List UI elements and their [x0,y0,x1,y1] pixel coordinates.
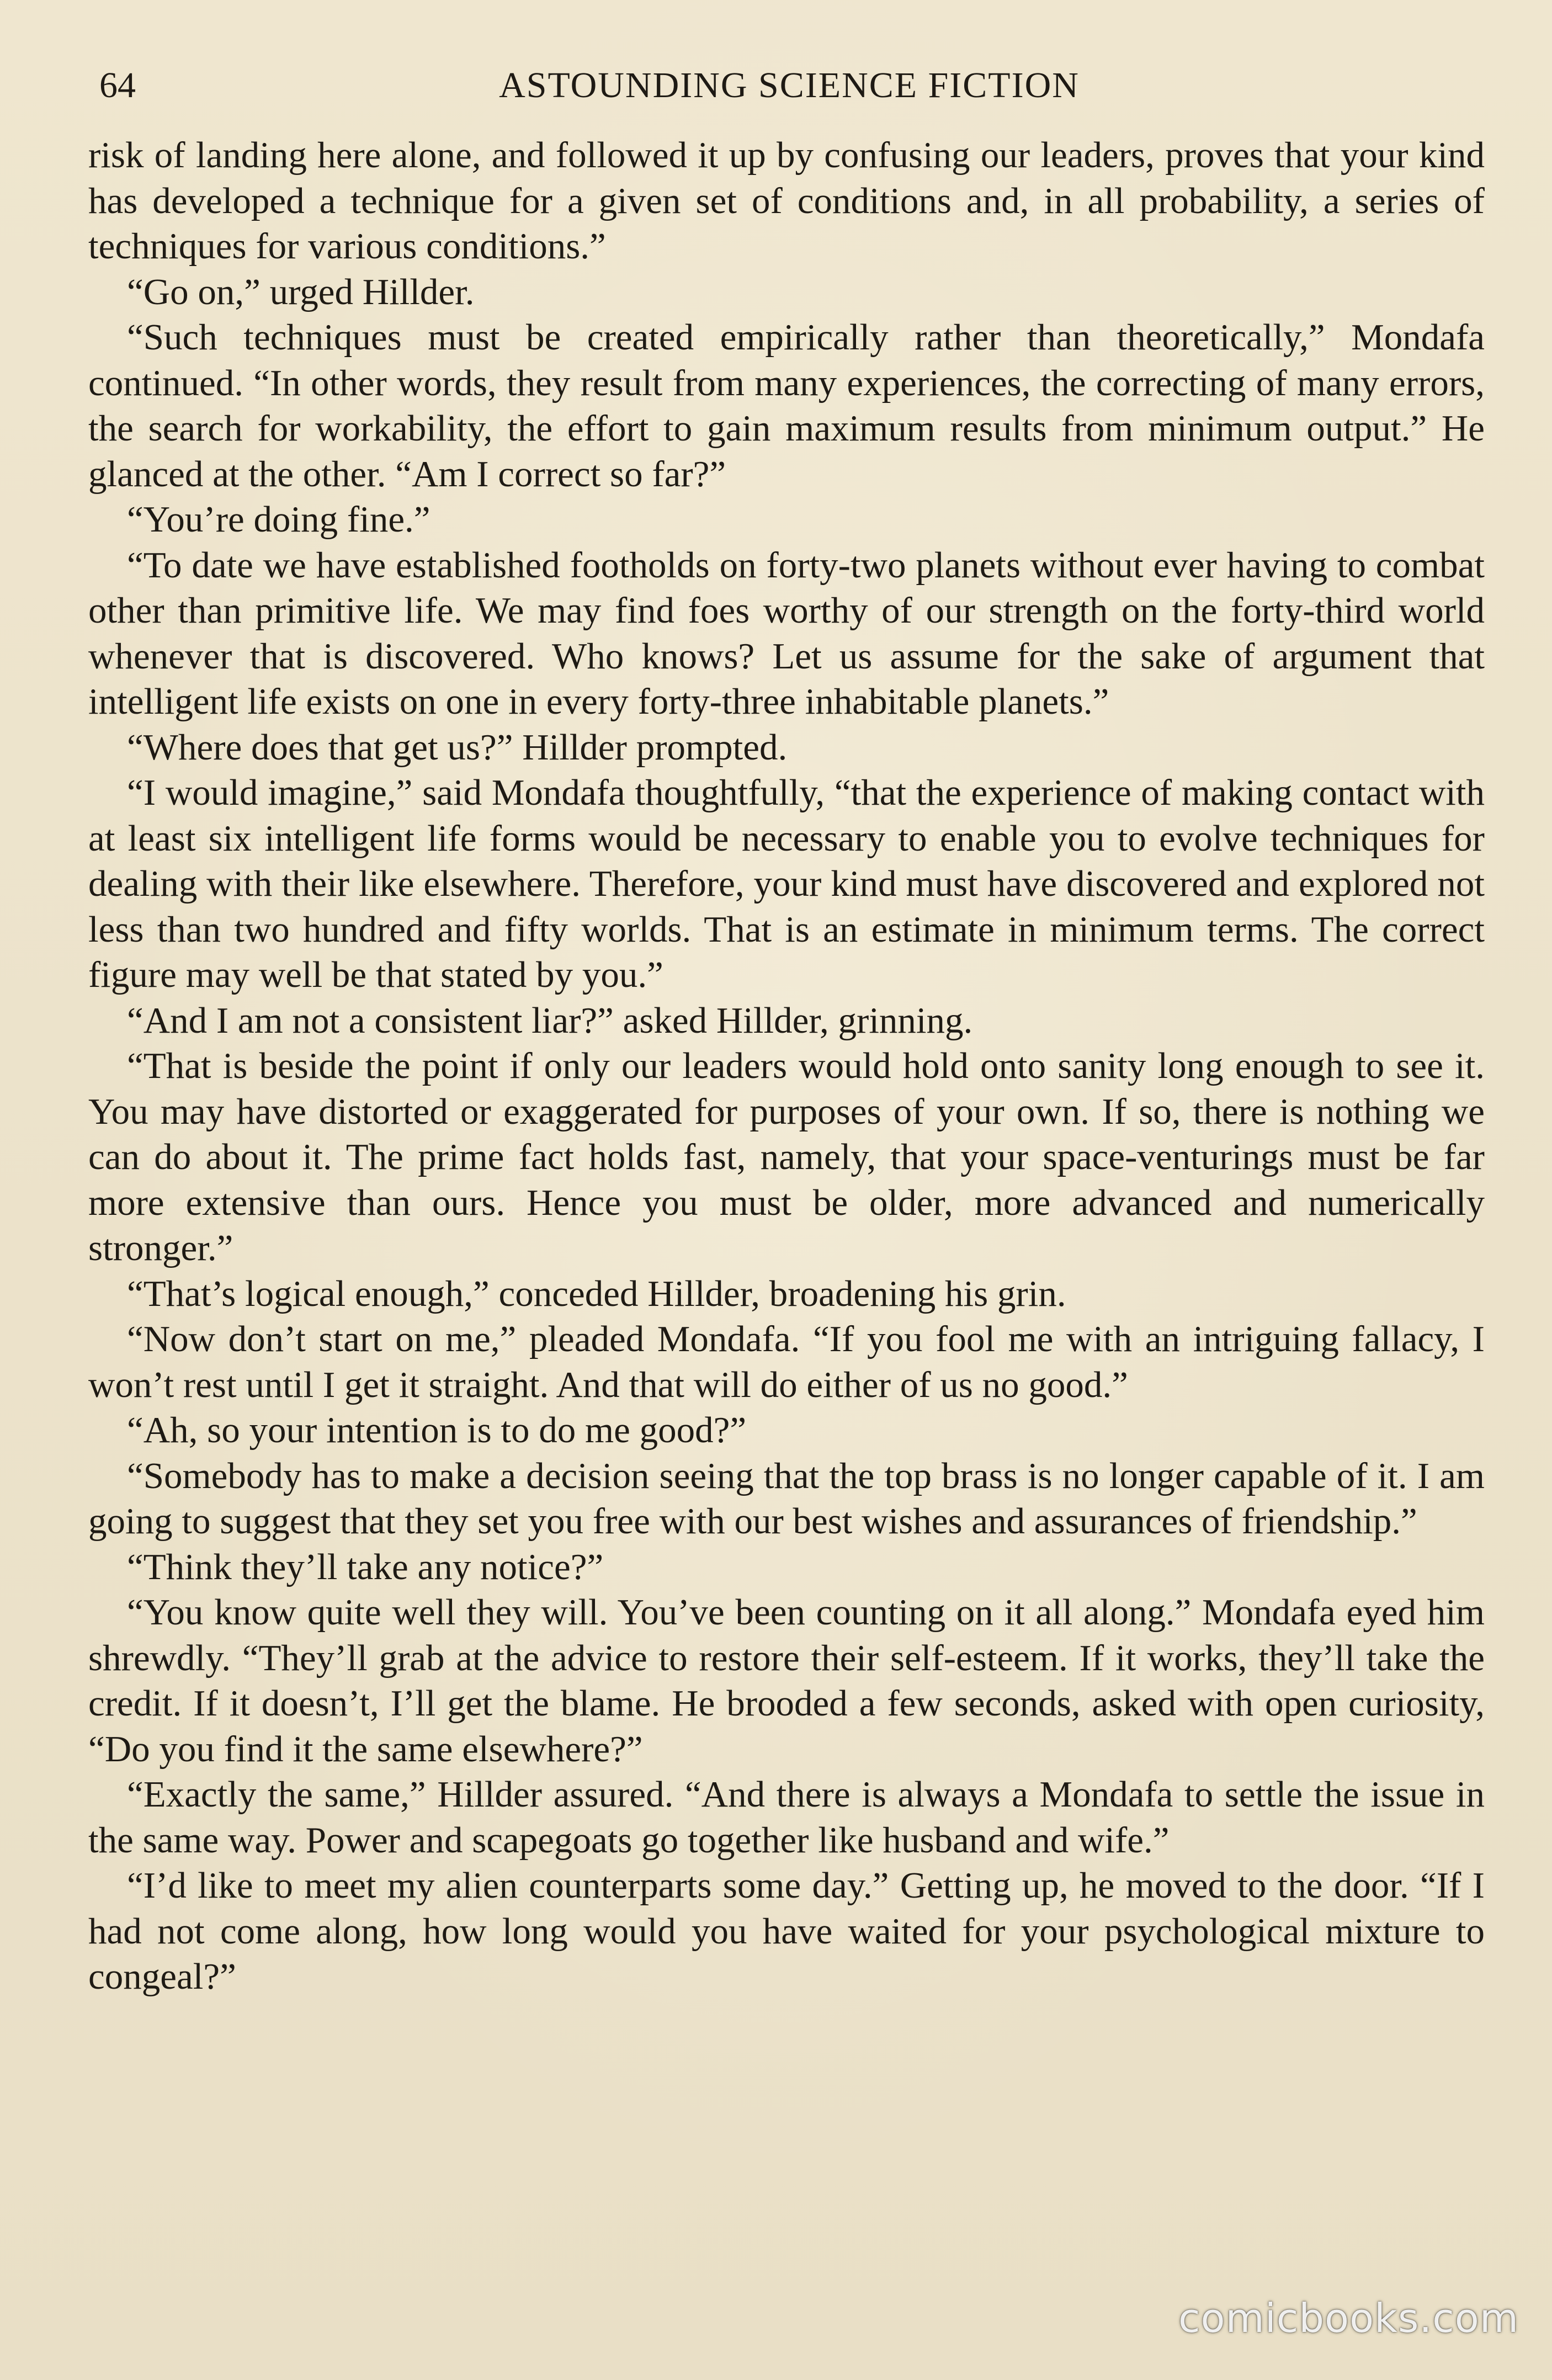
page-number: 64 [99,65,136,105]
page-header [94,58,1485,119]
paragraph-continued: risk of landing here alone, and followed it up by confusing our leaders, proves that your kind has developed a technique for a given set of conditions and, in all probability, a series of techniques for various conditions.” [88,135,1485,267]
paragraph: “That’s logical enough,” conceded Hillder, broadening his grin. [127,1273,1066,1314]
paragraph: “Such techniques must be created empirically rather than theoretically,” Mondafa continued. “In other words, they result from many experiences, the correcting of many errors, the search for workability, the effort to gain maximum results from minimum output.” He glanced at the other. “Am I correct so far?” [88,317,1485,495]
paragraph: “You know quite well they will. You’ve been counting on it all along.” Mondafa eyed him shrewdly. “They’ll grab at the advice to restore their self-esteem. If it works, they’ll take the credit. If it doesn’t, I’ll get the blame. He brooded a few seconds, asked with open curiosity, “Do you find it the same elsewhere?” [88,1592,1485,1770]
running-title: ASTOUNDING SCIENCE FICTION [499,65,1080,105]
paragraph: “Now don’t start on me,” pleaded Mondafa. “If you fool me with an intriguing fallacy, I won’t rest until I get it straight. And that will do either of us no good.” [88,1319,1485,1405]
paragraph: “That is beside the point if only our leaders would hold onto sanity long enough to see it. You may have distorted or exaggerated for purposes of your own. If so, there is nothing we can do about it. The prime fact holds fast, namely, that your space-venturings must be far more extensive than ours. Hence you must be older, more advanced and numerically stronger.” [88,1045,1485,1268]
paragraph: “Exactly the same,” Hillder assured. “And there is always a Mondafa to settle the issue in the same way. Power and scapegoats go together like husband and wife.” [88,1774,1485,1861]
paragraph: “You’re doing fine.” [127,499,430,540]
paragraph: “Somebody has to make a decision seeing that the top brass is no longer capable of it. I am going to suggest that they set you free with our best wishes and assurances of friendship.” [88,1455,1485,1542]
paragraph: “Go on,” urged Hillder. [127,271,475,312]
story-text [88,132,1485,2000]
paragraph: “I’d like to meet my alien counterparts some day.” Getting up, he moved to the door. “If I had not come along, how long would you have waited for your psychological mixture to congeal?” [88,1865,1485,1997]
site-watermark: comicbooks.com [1178,2295,1519,2341]
paragraph: “I would imagine,” said Mondafa thoughtfully, “that the experience of making contact with at least six intelligent life forms would be necessary to enable you to evolve techniques for dealing with their like elsewhere. Therefore, your kind must have discovered and explored not less than two hundred and fifty worlds. That is an estimate in minimum terms. The correct figure may well be that stated by you.” [88,772,1485,995]
paragraph: “To date we have established footholds on forty-two planets without ever having to combat other than primitive life. We may find foes worthy of our strength on the forty-third world whenever that is discovered. Who knows? Let us assume for the sake of argument that intelligent life exists on one in every forty-three inhabitable planets.” [88,544,1485,722]
paragraph: “And I am not a consistent liar?” asked Hillder, grinning. [127,1000,973,1041]
paragraph: “Where does that get us?” Hillder prompted. [127,726,788,768]
paragraph: “Ah, so your intention is to do me good?” [127,1410,747,1451]
paragraph: “Think they’ll take any notice?” [127,1546,604,1587]
